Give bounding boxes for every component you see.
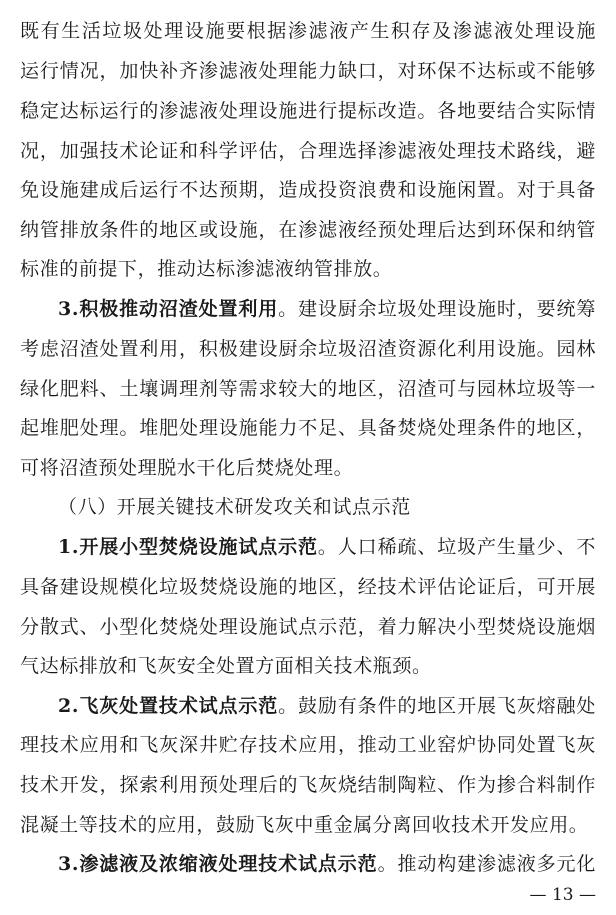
subsection-heading: 1.开展小型焚烧设施试点示范 (58, 536, 318, 558)
paragraph-first-line (58, 691, 596, 721)
paragraph-line: 既有生活垃圾处理设施要根据渗滤液产生积存及渗滤液处理设施 (20, 20, 596, 42)
paragraph-text: 。推动构建渗滤液多元化 (377, 853, 596, 875)
paragraph-line: 起堆肥处理。堆肥处理设施能力不足、具备焚烧处理条件的地区， (20, 417, 596, 439)
paragraph-line: 免设施建成后运行不达预期，造成投资浪费和设施闲置。对于具备 (20, 179, 596, 201)
paragraph-line: 纳管排放条件的地区或设施，在渗滤液经预处理后达到环保和纳管 (20, 219, 596, 241)
paragraph-line: 分散式、小型化焚烧处理设施试点示范，着力解决小型焚烧设施烟 (20, 616, 596, 638)
paragraph-line: 标准的前提下，推动达标渗滤液纳管排放。 (20, 258, 393, 280)
subsection-heading: 3.积极推动沼渣处置利用 (58, 298, 279, 320)
paragraph-first-line (58, 849, 596, 879)
subsection-heading: 3.渗滤液及浓缩液处理技术试点示范 (58, 853, 378, 875)
paragraph-line: 理技术应用和飞灰深井贮存技术应用，推动工业窑炉协同处置飞灰 (20, 734, 596, 756)
subsection-heading: 2.飞灰处置技术试点示范 (58, 695, 279, 717)
paragraph-line: 运行情况，加快补齐渗滤液处理能力缺口，对环保不达标或不能够 (20, 60, 596, 82)
paragraph-line: 可将沼渣预处理脱水干化后焚烧处理。 (20, 457, 354, 479)
paragraph-line: 考虑沼渣处置利用，积极建设厨余垃圾沼渣资源化利用设施。园林 (20, 338, 596, 360)
paragraph-first-line (58, 532, 596, 562)
paragraph-line: 况，加强技术论证和科学评估，合理选择渗滤液处理技术路线，避 (20, 140, 596, 162)
paragraph-line: 技术开发，探索利用预处理后的飞灰烧结制陶粒、作为掺合料制作 (20, 774, 596, 796)
page-number: — 13 — (529, 885, 596, 905)
paragraph-line: 气达标排放和飞灰安全处置方面相关技术瓶颈。 (20, 655, 432, 677)
paragraph-text: 。建设厨余垃圾处理设施时，要统筹 (278, 298, 596, 320)
paragraph-line: 具备建设规模化垃圾焚烧设施的地区，经技术评估论证后，可开展 (20, 576, 596, 598)
paragraph-first-line (58, 294, 596, 324)
paragraph-line: 稳定达标运行的渗滤液处理设施进行提标改造。各地要结合实际情 (20, 100, 596, 122)
paragraph-text: 。人口稀疏、垃圾产生量少、不 (317, 536, 596, 558)
paragraph-line: 混凝土等技术的应用，鼓励飞灰中重金属分离回收技术开发应用。 (20, 814, 589, 836)
paragraph-text: 。鼓励有条件的地区开展飞灰熔融处 (278, 695, 596, 717)
section-heading: （八）开展关键技术研发攻关和试点示范 (58, 496, 411, 518)
paragraph-line: 绿化肥料、土壤调理剂等需求较大的地区，沼渣可与园林垃圾等一 (20, 378, 596, 400)
